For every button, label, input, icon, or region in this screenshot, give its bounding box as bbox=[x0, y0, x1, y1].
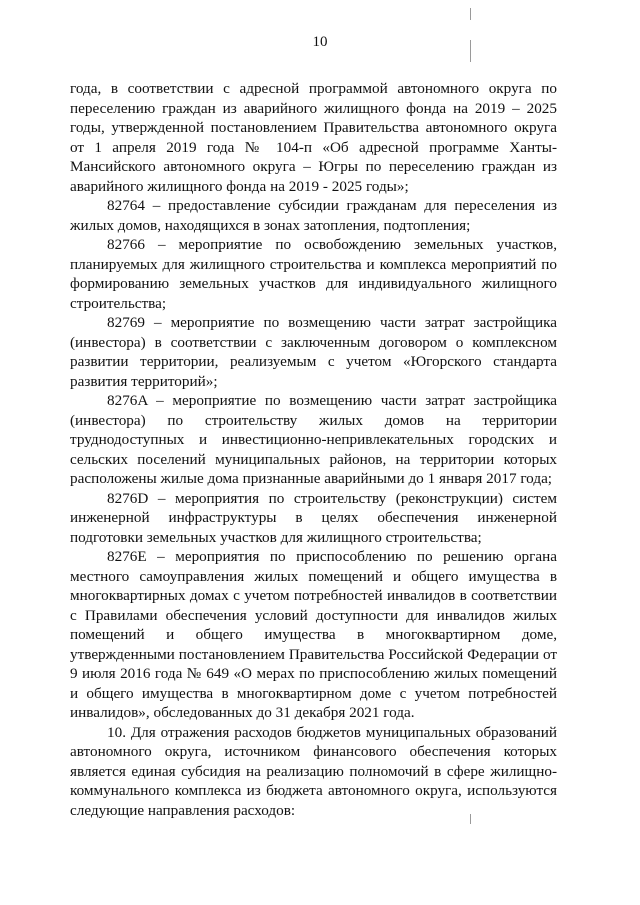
paragraph-code-82764: 82764 – предоставление субсидии гражданам для переселения из жилых домов, находящихся в зонах затопления, подтопления; bbox=[70, 197, 557, 234]
paragraph-code-8276D: 8276D – мероприятия по строительству (реконструкции) систем инженерной инфраструктуры в целях обеспечения инженерной подготовки земельных участков для жилищного строительства; bbox=[70, 489, 557, 546]
paragraph-item-10: 10. Для отражения расходов бюджетов муниципальных образований автономного округа, источником финансового обеспечения которых является единая субсидия на реализацию полномочий в сфере жилищно-коммунального комплекса из бюджета автономного округа, используются следующие направления расходов: bbox=[70, 723, 557, 819]
paragraph-code-8276A: 8276A – мероприятие по возмещению части затрат застройщика (инвестора) по строительству жилых домов на территории труднодоступных и инвестиционно-непривлекательных городских и сельских поселений муниципальных районов, на территории которых расположены жилые дома признанные аварийными до 1 января 2017 года; bbox=[70, 392, 557, 487]
document-body bbox=[70, 79, 557, 820]
paragraph-intro: года, в соответствии с адресной программой автономного округа по переселению граждан из аварийного жилищного фонда на 2019 – 2025 годы, утвержденной постановлением Правительства автономного округа от 1 апреля 2019 года № 104-п «Об адресной программе Ханты-Мансийского автономного округа – Югры по переселению граждан из аварийного жилищного фонда на 2019 - 2025 годы»; bbox=[70, 80, 557, 195]
paragraph-code-82766: 82766 – мероприятие по освобождению земельных участков, планируемых для жилищного строительства и комплекса мероприятий по формированию земельных участков для индивидуального жилищного строительства; bbox=[70, 236, 557, 312]
paragraph-code-82769: 82769 – мероприятие по возмещению части затрат застройщика (инвестора) в соответствии с заключенным договором о комплексном развитии территории, реализуемым с учетом «Югорского стандарта развития территорий»; bbox=[70, 314, 557, 390]
page-number: 10 bbox=[312, 34, 328, 50]
paragraph-code-8276E: 8276E – мероприятия по приспособлению по решению органа местного самоуправления жилых помещений и общего имущества в многоквартирных домах с учетом потребностей инвалидов в соответствии с Правилами обеспечения условий доступности для инвалидов жилых помещений и общего имущества в многоквартирном доме, утвержденными постановлением Правительства Российской Федерации от 9 июля 2016 года № 649 «О мерах по приспособлению жилых помещений и общего имущества в многоквартирном доме с учетом потребностей инвалидов», обследованных до 31 декабря 2021 года. bbox=[70, 548, 557, 721]
scan-artifact-mark bbox=[470, 8, 471, 20]
